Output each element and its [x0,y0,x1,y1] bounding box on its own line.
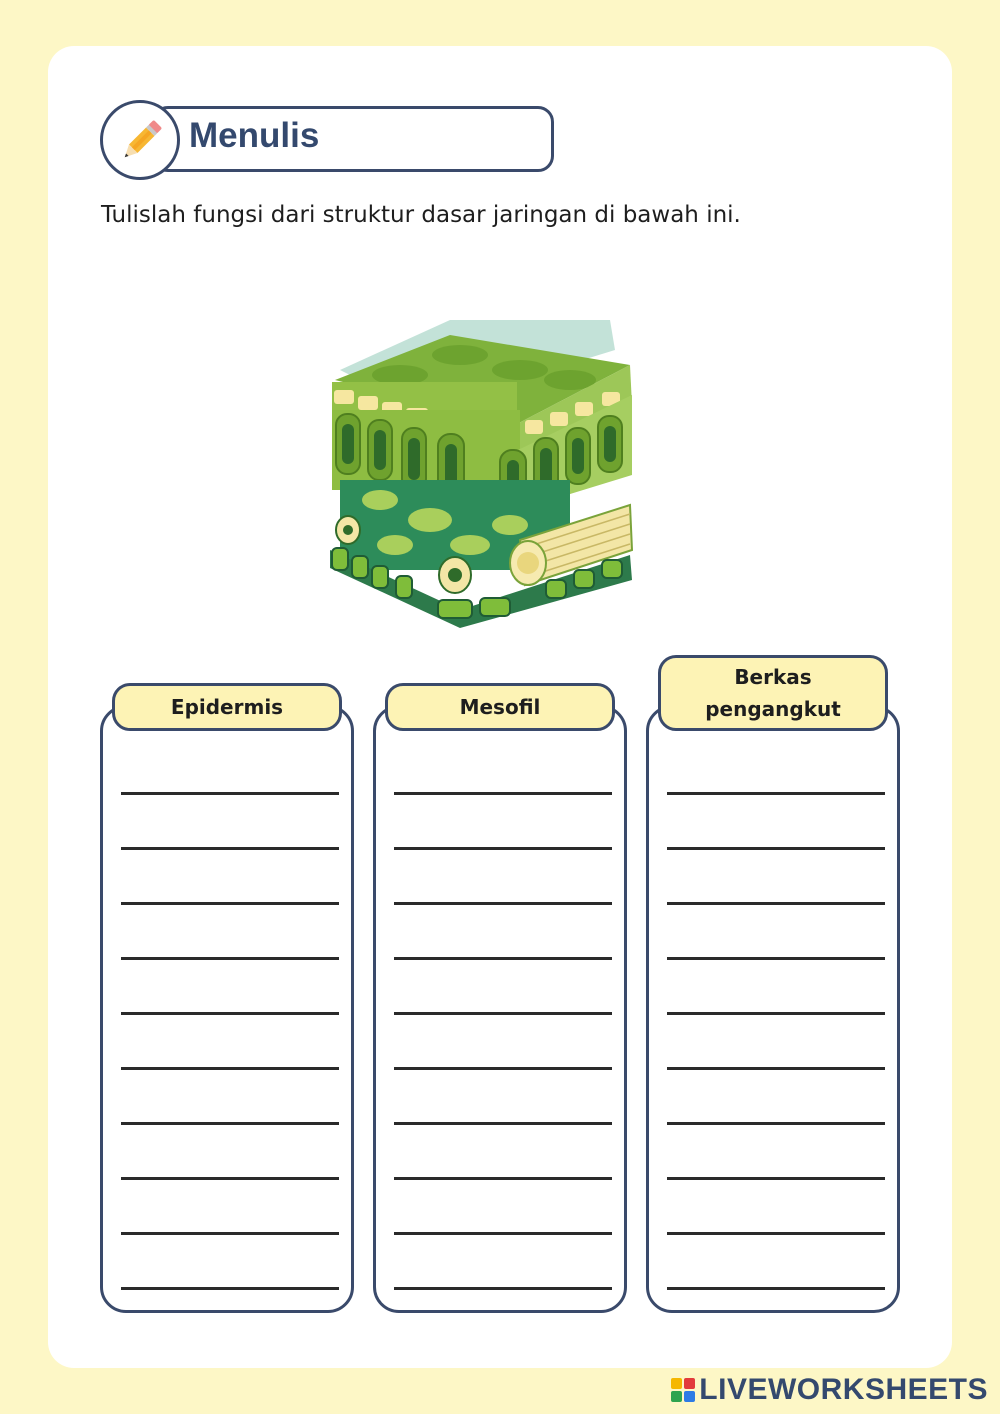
column-epidermis [100,655,354,1315]
answer-line[interactable] [394,847,612,850]
answer-line[interactable] [394,902,612,905]
answer-line[interactable] [121,792,339,795]
answer-box [646,705,900,1313]
answer-line[interactable] [394,1012,612,1015]
section-header [100,100,560,180]
liveworksheets-logo[interactable] [671,1372,988,1408]
column-label: Epidermis [112,683,342,731]
answer-line[interactable] [394,957,612,960]
answer-line[interactable] [121,1177,339,1180]
answer-line[interactable] [121,1122,339,1125]
answer-line[interactable] [121,1287,339,1290]
answer-line[interactable] [667,1177,885,1180]
column-label: Mesofil [385,683,615,731]
answer-line[interactable] [667,1122,885,1125]
answer-line[interactable] [394,1067,612,1070]
answer-line[interactable] [394,1122,612,1125]
answer-line[interactable] [394,1232,612,1235]
answer-line[interactable] [667,957,885,960]
answer-box [100,705,354,1313]
answer-line[interactable] [394,1177,612,1180]
answer-line[interactable] [667,1287,885,1290]
leaf-tissue-illustration [320,310,650,640]
answer-line[interactable] [667,1232,885,1235]
answer-line[interactable] [667,1012,885,1015]
answer-line[interactable] [121,1067,339,1070]
answer-line[interactable] [667,902,885,905]
answer-line[interactable] [394,792,612,795]
answer-line[interactable] [121,1232,339,1235]
answer-box [373,705,627,1313]
answer-line[interactable] [667,792,885,795]
answer-line[interactable] [121,1012,339,1015]
answer-line[interactable] [667,1067,885,1070]
answer-line[interactable] [121,847,339,850]
logo-text: LIVEWORKSHEETS [699,1373,988,1406]
column-mesofil [373,655,627,1315]
instruction-text: Tulislah fungsi dari struktur dasar jaringan di bawah ini. [101,202,741,228]
answer-line[interactable] [121,957,339,960]
logo-icon [671,1378,695,1402]
answer-line[interactable] [121,902,339,905]
pencil-icon [113,113,169,169]
section-title: Menulis [189,116,320,155]
answer-line[interactable] [667,847,885,850]
column-label: Berkas pengangkut [658,655,888,731]
answer-line[interactable] [394,1287,612,1290]
header-icon-circle [100,100,180,180]
column-berkas-pengangkut [646,655,900,1315]
